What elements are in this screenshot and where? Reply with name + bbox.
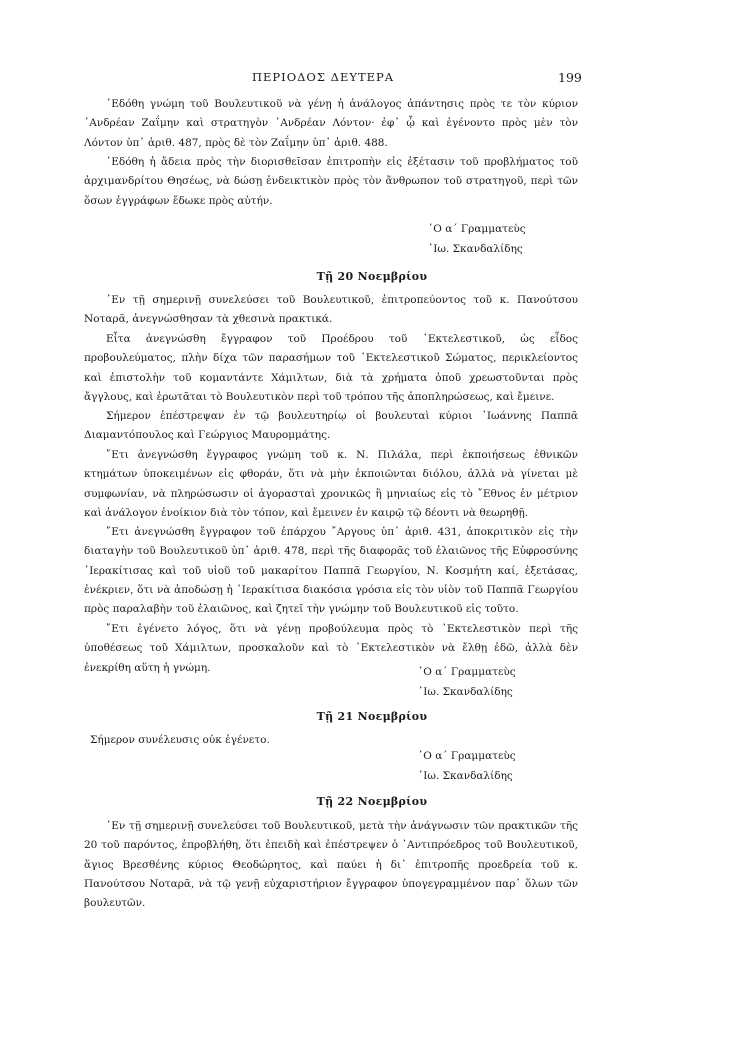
paragraph-20-argos-eparch: ῎Ετι ἀνεγνώσθη ἔγγραφον τοῦ ἐπάρχου ῎Αργους ὑπ᾿ ἀριθ. 431, ἀποκριτικὸν εἰς τὴν διαταγὴν τοῦ Βουλευτικοῦ ὑπ᾿ ἀριθ. 478, περὶ τῆς διαφορᾶς τοῦ ἐλαιῶνος τῆς Εὐφροσύνης ῾Ιερακίτισας καὶ τοῦ υἱοῦ τοῦ μακαρίτου Παππᾶ Γεωργίου, Ν. Κοσμήτη καί, ἐξετάσας, ἐνέκριεν, ὅτι νὰ ἀποδώσῃ ἡ ῾Ιερακίτισα διακόσια γρόσια εἰς τὸν υἱὸν τοῦ Παππᾶ Γεωργίου πρὸς παραλαβὴν τοῦ ἐλαιῶνος, καὶ ζητεῖ τὴν γνώμην τοῦ Βουλευτικοῦ εἰς τοῦτο. (84, 526, 578, 616)
running-title: ΠΕΡΙΟΔΟΣ ΔΕΥΤΕΡΑ (252, 70, 395, 84)
date-heading-21: Τῇ 21 Νοεμβρίου (316, 710, 428, 723)
date-heading-20: Τῇ 20 Νοεμβρίου (316, 270, 428, 283)
paragraph-20-executive-document: Εἶτα ἀνεγνώσθη ἔγγραφον τοῦ Προέδρου τοῦ ᾿Εκτελεστικοῦ, ὡς εἶδος προβουλεύματος, πλὴν δίχα τῶν παρασήμων τοῦ ᾿Εκτελεστικοῦ Σώματος, περικλείοντος καὶ ἐπιστολὴν τοῦ κομαντάντε Χάμιλτων, διὰ τὰ χρήματα ὁποῦ χρεωστοῦνται πρὸς ἄγγλους, καὶ ἐρωτᾶται τὸ Βουλευτικὸν περὶ τοῦ τρόπου τῆς ἀποπληρώσεως, καὶ ἔμεινε. (84, 333, 578, 403)
date-heading-22: Τῇ 22 Νοεμβρίου (316, 795, 428, 808)
signature-name: ᾿Ιω. Σκανδαλίδης (418, 686, 513, 698)
paragraph-20-opening: ᾿Εν τῇ σημερινῇ συνελεύσει τοῦ Βουλευτικοῦ, ἐπιτροπεύοντος τοῦ κ. Πανούτσου Νοταρᾶ, ἀνεγνώσθησαν τὰ χθεσινὰ πρακτικά. (84, 294, 578, 326)
signature-title: ῾Ο α΄ Γραμματεὺς (428, 223, 526, 235)
paragraph-20-pilala-opinion: ῎Ετι ἀνεγνώσθη ἔγγραφος γνώμη τοῦ κ. Ν. Πιλάλα, περὶ ἐκποιήσεως ἐθνικῶν κτημάτων ὑποκειμένων εἰς φθοράν, ὅτι νὰ μὴν ἐκποιῶνται διόλου, ἀλλὰ νὰ γίνεται μὲ συμφωνίαν, νὰ πληρώσωσιν οἱ ἀγορασταὶ χρονικῶς ἢ μηνιαίως εἰς τὸ ῎Εθνος ἐν μέτριον καὶ ἀνάλογον ἐνοίκιον διὰ τὸν τόπον, καὶ ἔμεινεν ἐν καιρῷ τῷ δέοντι νὰ θεωρηθῇ. (84, 449, 578, 519)
paragraph-22-vice-president-return: ᾿Εν τῇ σημερινῇ συνελεύσει τοῦ Βουλευτικοῦ, μετὰ τὴν ἀνάγνωσιν τῶν πρακτικῶν τῆς 20 τοῦ παρόντος, ἐπροβλήθη, ὅτι ἐπειδὴ καὶ ἐπέστρεψεν ὁ ᾿Αντιπρόεδρος τοῦ Βουλευτικοῦ, ἅγιος Βρεσθένης κύριος Θεοδώρητος, καὶ παύει ἡ δι᾿ ἐπιτροπῆς προεδρεία τοῦ κ. Πανούτσου Νοταρᾶ, νὰ τῷ γενῇ εὐχαριστήριον ἔγγραφον ὑπογεγραμμένον παρ᾿ ὅλων τῶν βουλευτῶν. (84, 820, 578, 910)
paragraph-20-deputies-return: Σήμερον ἐπέστρεψαν ἐν τῷ βουλευτηρίῳ οἱ βουλευταὶ κύριοι ᾿Ιωάννης Παππᾶ Διαμαντόπουλος καὶ Γεώργιος Μαυρομμάτης. (84, 410, 578, 442)
signature-name: ᾿Ιω. Σκανδαλίδης (418, 770, 513, 782)
signature-name: ᾿Ιω. Σκανδαλίδης (428, 243, 523, 255)
paragraph-21-no-session: Σήμερον συνέλευσις οὐκ ἐγένετο. (90, 734, 270, 746)
signature-title: ῾Ο α΄ Γραμματεὺς (418, 750, 516, 762)
paragraph-20-hamilton-proposal: ῎Ετι ἐγένετο λόγος, ὅτι νὰ γένῃ προβούλευμα πρὸς τὸ ᾿Εκτελεστικὸν περὶ τῆς ὑποθέσεως τοῦ Χάμιλτων, προσκαλοῦν καὶ τὸ ᾿Εκτελεστικὸν νὰ ἔλθῃ ἐδῶ, ἀλλὰ δὲν ἐνεκρίθη αὕτη ἡ γνώμη. (84, 623, 578, 674)
paragraph-opinion-answer: ᾿Εδόθη γνώμη τοῦ Βουλευτικοῦ νὰ γένῃ ἡ ἀνάλογος ἀπάντησις πρὸς τε τὸν κύριον ᾿Ανδρέαν Ζαΐμην καὶ στρατηγὸν ᾿Ανδρέαν Λόντον· ἐφ᾿ ᾧ καὶ ἐγένοντο πρὸς μὲν τὸν Λόντον ὑπ᾿ ἀριθ. 487, πρὸς δὲ τὸν Ζαΐμην ὑπ᾿ ἀριθ. 488. (84, 98, 578, 149)
paragraph-committee-permission: ᾿Εδόθη ἡ ἄδεια πρὸς τὴν διορισθεῖσαν ἐπιτροπὴν εἰς ἐξέτασιν τοῦ προβλήματος τοῦ ἀρχιμανδρίτου Θησέως, νὰ δώσῃ ἐνδεικτικὸν πρὸς τὸν ἄνθρωπον τοῦ στρατηγοῦ, περὶ τῶν ὅσων ἐγγράφων ἔδωκε πρὸς αὐτήν. (84, 156, 578, 207)
page-number: 199 (558, 70, 582, 85)
signature-title: ῾Ο α΄ Γραμματεὺς (418, 666, 516, 678)
